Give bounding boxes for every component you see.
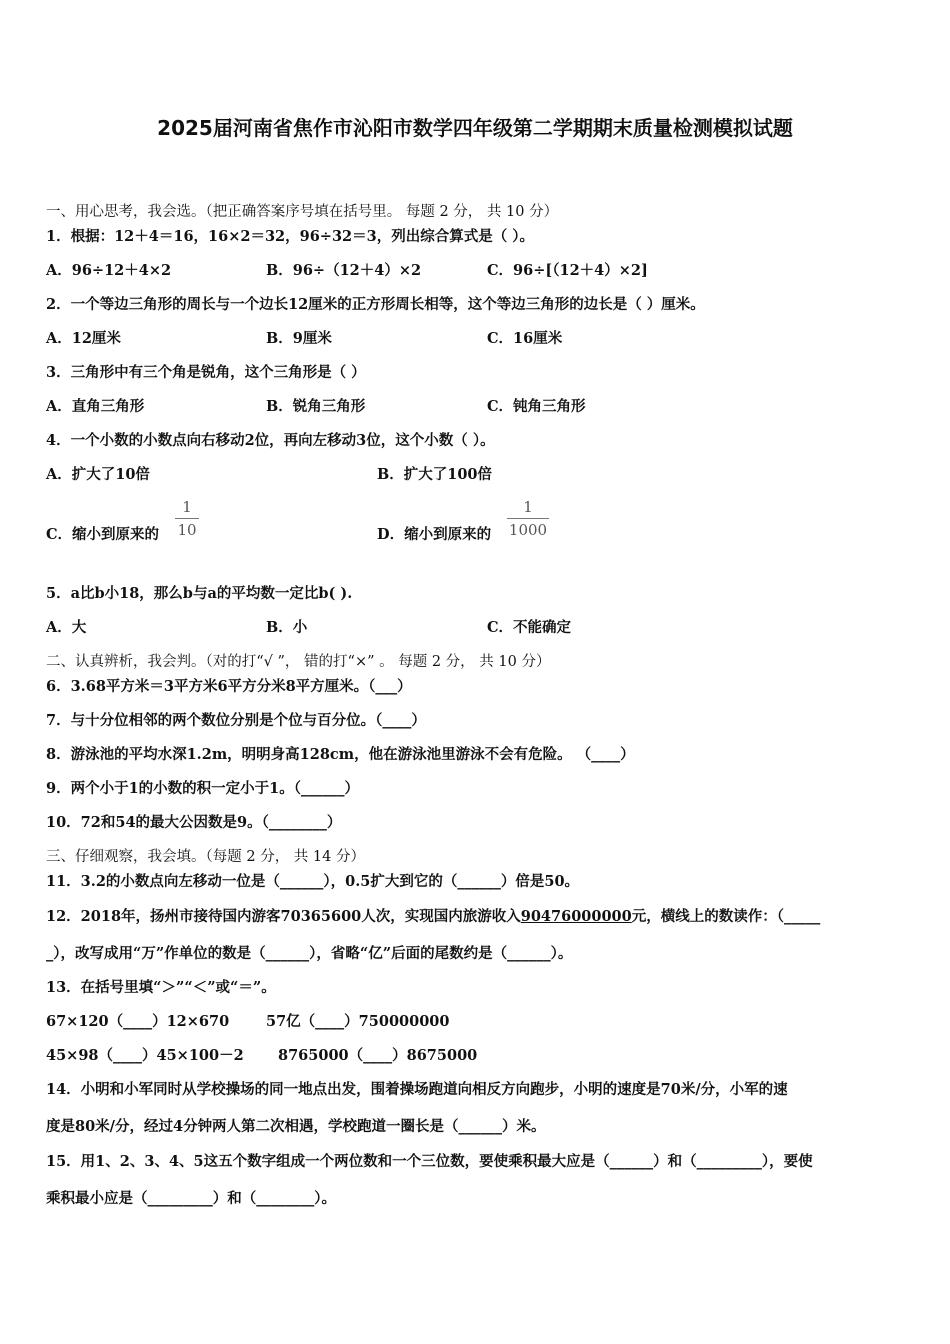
question-4-option-a: A．扩大了10倍 (46, 466, 150, 483)
fraction-numerator: 1 (523, 498, 533, 516)
fraction-bar (175, 518, 199, 519)
question-12-text: 12．2018年，扬州市接待国内游客70365600人次，实现国内旅游收入 (46, 908, 521, 925)
question-8: 8．游泳池的平均水深1.2m，明明身高128cm，他在游泳池里游泳不会有危险。 （____） (46, 746, 635, 763)
fraction-numerator: 1 (182, 498, 192, 516)
fraction-one-thousandth (507, 498, 549, 539)
question-6: 6．3.68平方米＝3平方米6平方分米8平方厘米。（___） (46, 678, 412, 695)
question-2-option-a: A．12厘米 (46, 330, 121, 347)
question-1-stem: 1．根据：12＋4＝16，16×2＝32，96÷32＝3，列出综合算式是（ ）。 (46, 228, 535, 245)
question-2-option-b: B．9厘米 (266, 330, 332, 347)
fraction-denominator: 1000 (508, 521, 548, 539)
question-4-option-c: C．缩小到原来的 (46, 526, 160, 543)
question-13-item-3: 45×98（____）45×100－2 (46, 1047, 244, 1064)
question-11: 11．3.2的小数点向左移动一位是（______），0.5扩大到它的（______）倍是50。 (46, 873, 580, 890)
fraction-bar (507, 518, 549, 519)
question-13-stem: 13．在括号里填“＞”“＜”或“＝”。 (46, 979, 276, 996)
question-5-option-c: C．不能确定 (487, 619, 572, 636)
question-5-stem: 5．a比b小18，那么b与a的平均数一定比b( ). (46, 585, 353, 602)
question-13-item-1: 67×120（____）12×670 (46, 1013, 230, 1030)
page-title: 2025届河南省焦作市沁阳市数学四年级第二学期期末质量检测模拟试题 (157, 116, 793, 140)
question-15-line-2: 乘积最小应是（_________）和（________）。 (46, 1190, 336, 1207)
section-1-heading: 一、用心思考，我会选。（把正确答案序号填在括号里。 每题 2 分， 共 10 分） (46, 204, 559, 220)
question-12-line-2: _），改写成用“万”作单位的数是（______），省略“亿”后面的尾数约是（______）。 (46, 945, 573, 962)
question-7: 7．与十分位相邻的两个数位分别是个位与百分位。（____） (46, 712, 426, 729)
fraction-denominator: 10 (177, 521, 197, 539)
question-12-text-tail: 元，横线上的数读作：（_____ (631, 908, 821, 925)
question-12-line-1 (46, 907, 820, 927)
question-2-stem: 2．一个等边三角形的周长与一个边长12厘米的正方形周长相等，这个等边三角形的边长是（ ）厘米。 (46, 296, 705, 313)
question-9: 9．两个小于1的小数的积一定小于1。（______） (46, 780, 360, 797)
section-3-heading: 三、仔细观察，我会填。（每题 2 分， 共 14 分） (46, 849, 365, 865)
question-1-option-b: B．96÷（12＋4）×2 (266, 262, 422, 279)
question-1-option-a: A．96÷12＋4×2 (46, 262, 172, 279)
question-4-option-b: B．扩大了100倍 (377, 466, 493, 483)
question-4-stem: 4．一个小数的小数点向右移动2位，再向左移动3位，这个小数（ ）。 (46, 432, 495, 449)
question-2-option-c: C．16厘米 (487, 330, 563, 347)
question-14-line-2: 度是80米/分，经过4分钟两人第二次相遇，学校跑道一圈长是（______）米。 (46, 1118, 546, 1135)
fraction-one-tenth (175, 498, 199, 539)
question-14-line-1: 14．小明和小军同时从学校操场的同一地点出发，围着操场跑道向相反方向跑步，小明的速度是70米/分，小军的速 (46, 1081, 788, 1098)
question-1-option-c: C．96÷[（12＋4）×2] (487, 262, 648, 279)
question-5-option-b: B．小 (266, 619, 308, 636)
question-5-option-a: A．大 (46, 619, 87, 636)
question-15-line-1: 15．用1、2、3、4、5这五个数字组成一个两位数和一个三位数，要使乘积最大应是（______）和（_________），要使 (46, 1153, 813, 1170)
underlined-number: 90476000000 (520, 908, 632, 925)
section-2-heading: 二、认真辨析，我会判。（对的打“√ ”， 错的打“×” 。 每题 2 分， 共 10 分） (46, 654, 551, 670)
question-3-stem: 3．三角形中有三个角是锐角，这个三角形是（ ） (46, 364, 366, 381)
question-3-option-a: A．直角三角形 (46, 398, 145, 415)
question-3-option-b: B．锐角三角形 (266, 398, 366, 415)
question-3-option-c: C．钝角三角形 (487, 398, 586, 415)
question-13-item-2: 57亿（____）750000000 (266, 1013, 450, 1030)
question-10: 10．72和54的最大公因数是9。（________） (46, 814, 342, 831)
question-4-option-d: D．缩小到原来的 (377, 526, 492, 543)
question-13-item-4: 8765000（____）8675000 (278, 1047, 478, 1064)
